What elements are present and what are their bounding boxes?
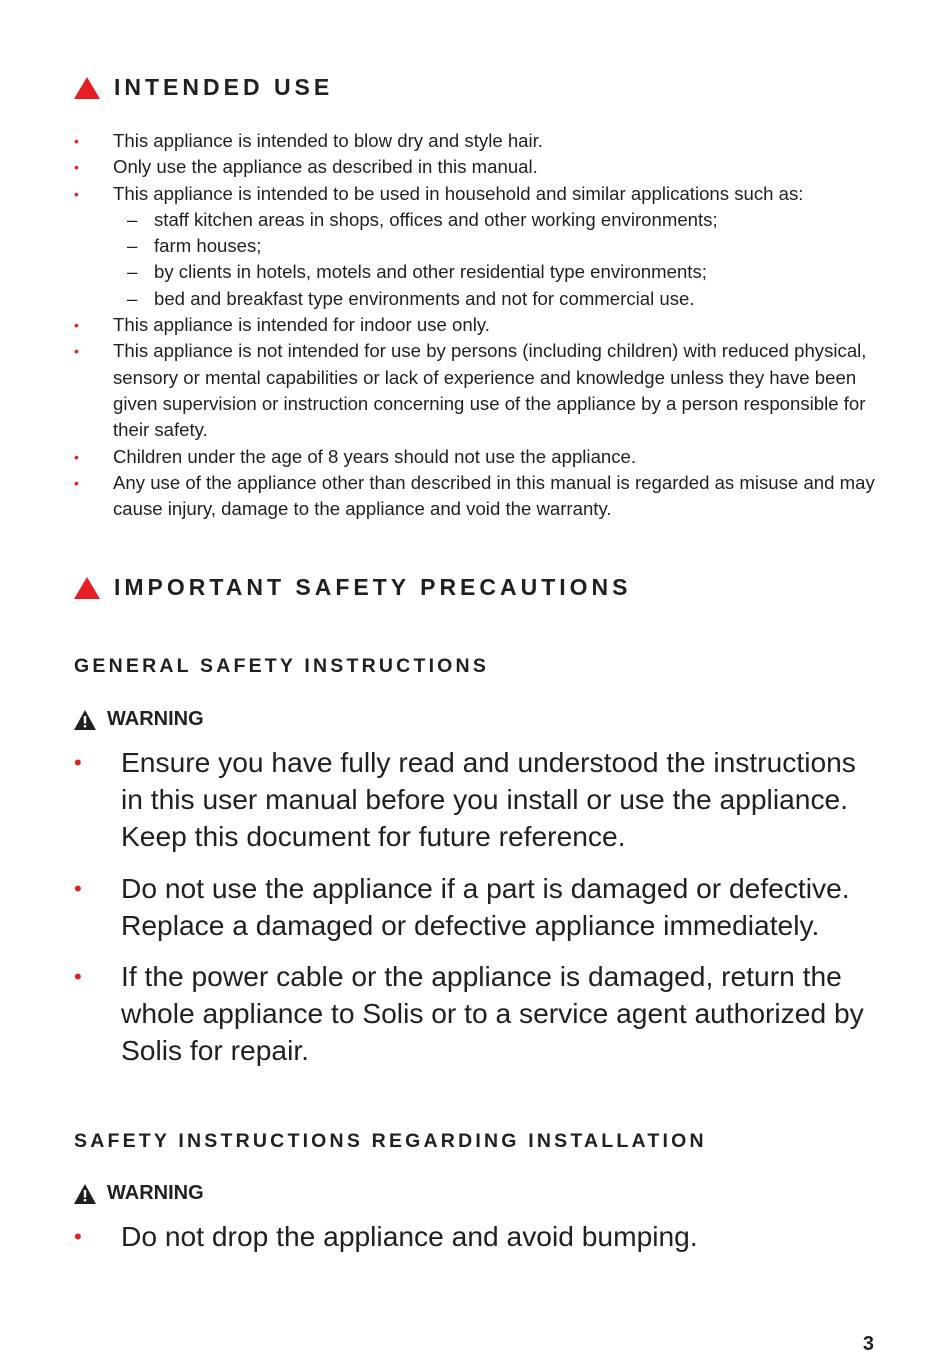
warning-label: WARNING xyxy=(107,1182,204,1204)
sub-list-item: – by clients in hotels, motels and other residential type environments; xyxy=(113,259,884,285)
general-safety-list xyxy=(74,744,874,1084)
dash-icon: – xyxy=(127,208,138,230)
list-item: • Only use the appliance as described in this manual. xyxy=(74,154,884,180)
bullet-icon: • xyxy=(74,317,79,334)
bullet-icon: • xyxy=(74,343,79,360)
intended-use-list xyxy=(74,128,884,522)
intended-use-heading xyxy=(74,74,333,101)
safety-title: IMPORTANT SAFETY PRECAUTIONS xyxy=(114,574,632,600)
sub-list-item: – bed and breakfast type environments and not for commercial use. xyxy=(113,286,884,312)
installation-safety-heading: SAFETY INSTRUCTIONS REGARDING INSTALLATION xyxy=(74,1130,707,1152)
warning-triangle-icon xyxy=(74,710,96,730)
list-item: • If the power cable or the appliance is damaged, return the whole appliance to Solis or to a service agent authorized by Solis for repair. xyxy=(74,960,864,1066)
bullet-icon: • xyxy=(74,159,79,176)
general-warning-heading xyxy=(74,708,204,731)
installation-warning-heading xyxy=(74,1182,204,1205)
installation-safety-list xyxy=(74,1218,874,1270)
intended-use-title: INTENDED USE xyxy=(114,74,334,100)
red-triangle-icon xyxy=(74,77,100,99)
bullet-icon: • xyxy=(74,1224,82,1249)
general-safety-heading: GENERAL SAFETY INSTRUCTIONS xyxy=(74,655,490,677)
warning-label: WARNING xyxy=(107,708,204,730)
list-item: • This appliance is not intended for use by persons (including children) with reduced physical, sensory or mental capabilities or lack of experience and knowledge unless they have been given supervision or instruction concerning use of the appliance by a person responsible for their safety. xyxy=(74,340,867,441)
bullet-icon: • xyxy=(74,474,79,491)
sub-list-item: – staff kitchen areas in shops, offices and other working environments; xyxy=(113,207,884,233)
list-item: • Ensure you have fully read and understood the instructions in this user manual before you install or use the appliance. Keep this document for future reference. xyxy=(74,746,856,852)
sub-list xyxy=(113,207,884,312)
safety-heading xyxy=(74,574,632,601)
bullet-icon: • xyxy=(74,448,79,465)
list-item: • This appliance is intended for indoor use only. xyxy=(74,312,884,338)
list-item: • This appliance is intended to blow dry and style hair. xyxy=(74,128,884,154)
dash-icon: – xyxy=(127,287,138,309)
list-item: • Children under the age of 8 years should not use the appliance. xyxy=(74,444,884,470)
list-item: • Do not drop the appliance and avoid bumping. xyxy=(74,1218,874,1255)
list-item: • This appliance is intended to be used in household and similar applications such as: – staff kitchen areas in shops, offices and other working environments; – farm houses; – by clients in hotels, motels and other residential type environments; – bed and breakfast type environments and not for commercial use. xyxy=(74,181,884,312)
bullet-icon: • xyxy=(74,750,82,775)
bullet-icon: • xyxy=(74,964,82,989)
page-number: 3 xyxy=(862,1333,874,1355)
bullet-icon: • xyxy=(74,133,79,149)
list-item: • Any use of the appliance other than described in this manual is regarded as misuse and may cause injury, damage to the appliance and void the warranty. xyxy=(74,471,875,520)
dash-icon: – xyxy=(127,261,138,283)
dash-icon: – xyxy=(127,235,138,257)
list-item: • Do not use the appliance if a part is damaged or defective. Replace a damaged or defective appliance immediately. xyxy=(74,871,850,941)
warning-triangle-icon xyxy=(74,1184,96,1204)
bullet-icon: • xyxy=(74,875,82,901)
bullet-icon: • xyxy=(74,185,79,202)
red-triangle-icon xyxy=(74,577,100,599)
sub-list-item: – farm houses; xyxy=(113,233,884,259)
